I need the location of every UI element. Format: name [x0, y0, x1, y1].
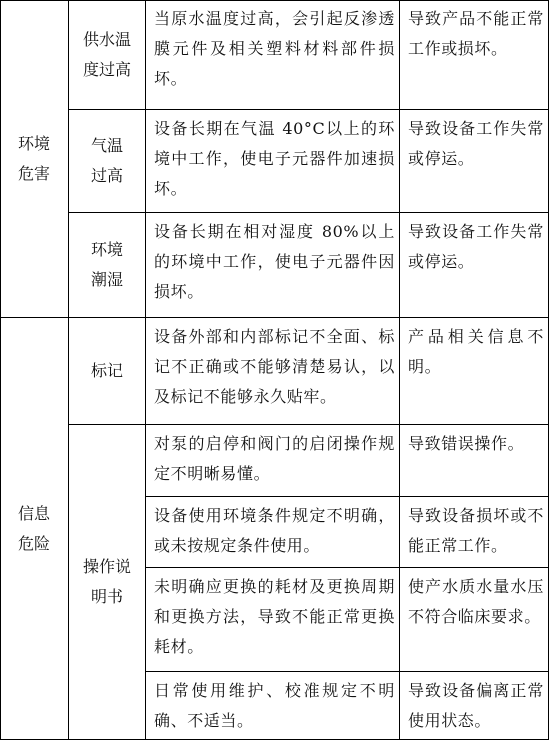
sub-cell-manual: 操作说 明书: [69, 425, 146, 740]
effect-cell-3: 导致设备工作失常或停运。: [400, 213, 549, 318]
group-cell-env: 环境 危害: [0, 0, 69, 318]
desc-cell-7: 未明确应更换的耗材及更换周期和更换方法，导致不能正常更换耗材。: [146, 568, 400, 672]
effect-cell-2: 导致设备工作失常或停运。: [400, 110, 549, 213]
desc-cell-8: 日常使用维护、校准规定不明确、不适当。: [146, 672, 400, 740]
desc-cell-5: 对泵的启停和阀门的启闭操作规定不明晰易懂。: [146, 425, 400, 497]
effect-cell-4: 产品相关信息不明。: [400, 318, 549, 425]
effect-cell-5: 导致错误操作。: [400, 425, 549, 497]
effect-cell-1: 导致产品不能正常工作或损坏。: [400, 0, 549, 110]
effect-cell-8: 导致设备偏离正常使用状态。: [400, 672, 549, 740]
sub-cell-air-temp: 气温 过高: [69, 110, 146, 213]
sub-cell-water-temp: 供水温 度过高: [69, 0, 146, 110]
sub-cell-humidity: 环境 潮湿: [69, 213, 146, 318]
sub-cell-label: 标记: [69, 318, 146, 425]
desc-cell-2: 设备长期在气温 40°C以上的环境中工作，使电子元器件加速损坏。: [146, 110, 400, 213]
group-cell-info: 信息 危险: [0, 318, 69, 740]
desc-cell-3: 设备长期在相对湿度 80%以上的环境中工作，使电子元器件因损坏。: [146, 213, 400, 318]
desc-cell-1: 当原水温度过高，会引起反渗透膜元件及相关塑料材料部件损坏。: [146, 0, 400, 110]
effect-cell-6: 导致设备损坏或不能正常工作。: [400, 497, 549, 568]
effect-cell-7: 使产水质水量水压不符合临床要求。: [400, 568, 549, 672]
desc-cell-4: 设备外部和内部标记不全面、标记不正确或不能够清楚易认，以及标记不能够永久贴牢。: [146, 318, 400, 425]
desc-cell-6: 设备使用环境条件规定不明确，或未按规定条件使用。: [146, 497, 400, 568]
